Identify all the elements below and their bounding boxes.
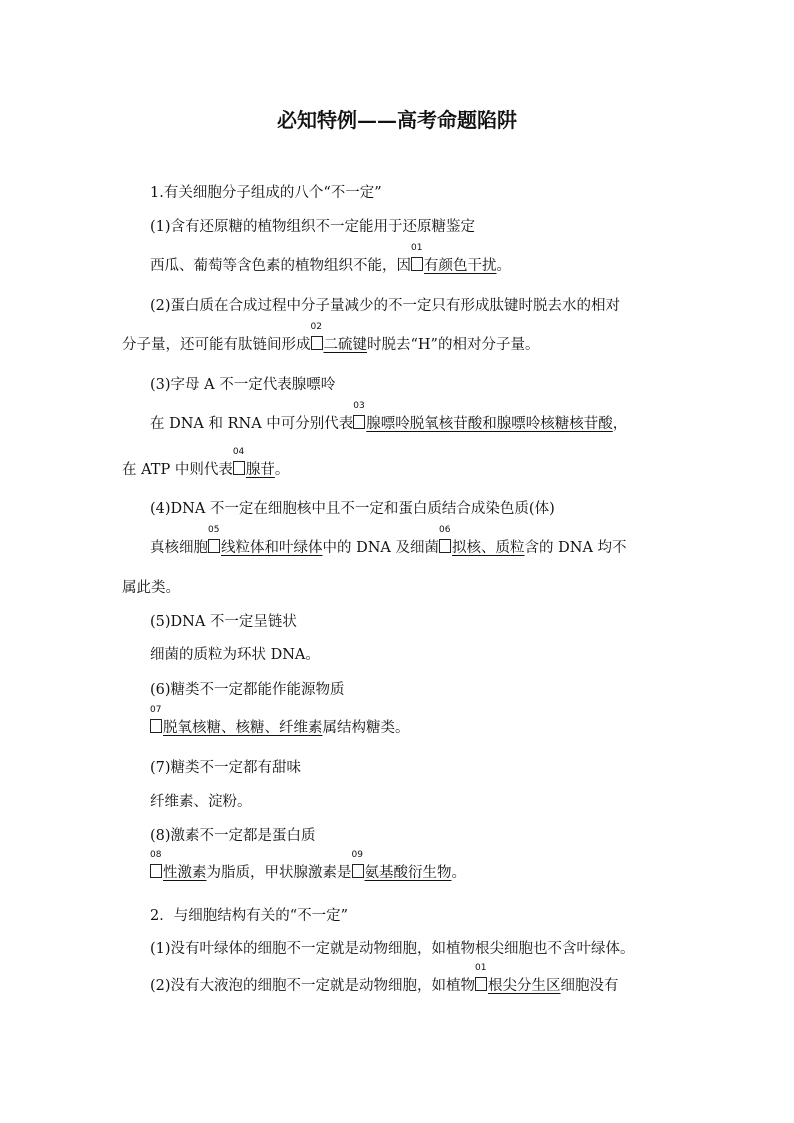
answer-text: 拟核、质粒 — [452, 540, 525, 556]
answer-box — [475, 963, 487, 991]
text-line — [150, 296, 620, 316]
text-line — [150, 375, 335, 395]
line-text: (7)糖类不一定都有甜味 — [150, 760, 302, 776]
line-text: ， — [612, 416, 628, 432]
answer-box — [353, 401, 365, 429]
answer-text: 有颜色干扰 — [424, 258, 497, 274]
text-line — [122, 447, 290, 480]
answer-number: 08 — [150, 850, 162, 860]
answer-number: 02 — [310, 322, 322, 332]
answer-box — [150, 850, 162, 878]
answer-text: 脱氧核糖、核糖、纤维素 — [163, 720, 323, 736]
line-text: 西瓜、葡萄等含色素的植物组织不能，因 — [150, 258, 411, 274]
line-text: 中的 DNA 及细菌 — [322, 540, 440, 556]
line-text: 。 — [496, 258, 511, 274]
line-text: 在 DNA 和 RNA 中可分别代表 — [150, 416, 354, 432]
line-text: 在 ATP 中则代表 — [122, 462, 233, 478]
answer-box — [439, 525, 451, 553]
text-line — [122, 578, 180, 598]
answer-box — [150, 705, 162, 733]
answer-number: 09 — [351, 850, 363, 860]
page-title: 必知特例——高考命题陷阱 — [277, 108, 517, 132]
text-line — [150, 499, 555, 519]
line-text: (1)没有叶绿体的细胞不一定就是动物细胞，如植物根尖细胞也不含叶绿体。 — [150, 941, 635, 957]
answer-text: 氨基酸衍生物 — [364, 865, 452, 881]
line-text: (1)含有还原糖的植物组织不一定能用于还原糖鉴定 — [150, 219, 476, 235]
answer-text: 腺苷 — [245, 462, 275, 478]
text-line — [150, 906, 348, 926]
text-line — [150, 183, 382, 203]
text-line — [150, 939, 635, 959]
line-text: 细菌的质粒为环状 DNA。 — [150, 647, 320, 663]
text-line — [150, 401, 628, 434]
line-text: (3)字母 A 不一定代表腺嘌呤 — [150, 377, 336, 393]
line-text: 纤维素、淀粉。 — [150, 794, 252, 810]
line-text: 。 — [451, 865, 466, 881]
answer-number: 04 — [232, 447, 245, 457]
answer-number: 01 — [475, 963, 487, 973]
answer-text: 线粒体和叶绿体 — [221, 540, 323, 556]
line-text: 细胞没有 — [560, 978, 619, 994]
text-line — [150, 963, 619, 996]
answer-text: 二硫键 — [323, 337, 367, 353]
answer-text: 性激素 — [163, 865, 207, 881]
answer-box — [208, 525, 220, 553]
line-text: (2)蛋白质在合成过程中分子量减少的不一定只有形成肽键时脱去水的相对 — [150, 298, 621, 314]
answer-number: 05 — [208, 525, 220, 535]
line-text: (4)DNA 不一定在细胞核中且不一定和蛋白质结合成染色质(体) — [150, 501, 555, 517]
line-text: 1.有关细胞分子组成的八个“不一定” — [150, 185, 382, 201]
line-text: 时脱去“H”的相对分子量。 — [367, 337, 540, 353]
line-text: (5)DNA 不一定呈链状 — [150, 614, 297, 630]
text-line — [150, 705, 410, 738]
line-text: 属此类。 — [122, 580, 180, 596]
text-line — [150, 680, 345, 700]
text-line — [150, 645, 320, 665]
line-text: (8)激素不一定都是蛋白质 — [150, 828, 316, 844]
line-text: 为脂质，甲状腺激素是 — [206, 865, 352, 881]
answer-box — [411, 243, 423, 271]
answer-number: 01 — [411, 243, 423, 253]
text-line — [150, 525, 627, 558]
answer-text: 腺嘌呤脱氧核苷酸和腺嘌呤核糖核苷酸 — [366, 416, 613, 432]
answer-box — [310, 322, 323, 350]
text-line — [150, 792, 252, 812]
text-line — [150, 243, 511, 276]
line-text: 2．与细胞结构有关的“不一定” — [150, 908, 349, 924]
answer-number: 03 — [353, 401, 365, 411]
text-line — [122, 322, 540, 355]
line-text: 含的 DNA 均不 — [524, 540, 627, 556]
line-text: (6)糖类不一定都能作能源物质 — [150, 682, 345, 698]
answer-text: 根尖分生区 — [488, 978, 561, 994]
line-text: 属结构糖类。 — [322, 720, 410, 736]
text-line — [150, 826, 316, 846]
text-line — [150, 850, 466, 883]
line-text: 分子量，还可能有肽链间形成 — [122, 337, 311, 353]
text-line — [150, 758, 301, 778]
text-line — [150, 217, 475, 237]
answer-number: 06 — [439, 525, 451, 535]
line-text: (2)没有大液泡的细胞不一定就是动物细胞，如植物 — [150, 978, 476, 994]
line-text: 。 — [274, 462, 290, 478]
answer-box — [351, 850, 364, 878]
answer-box — [232, 447, 245, 475]
text-line — [150, 612, 297, 632]
answer-number: 07 — [150, 705, 162, 715]
line-text: 真核细胞 — [150, 540, 208, 556]
